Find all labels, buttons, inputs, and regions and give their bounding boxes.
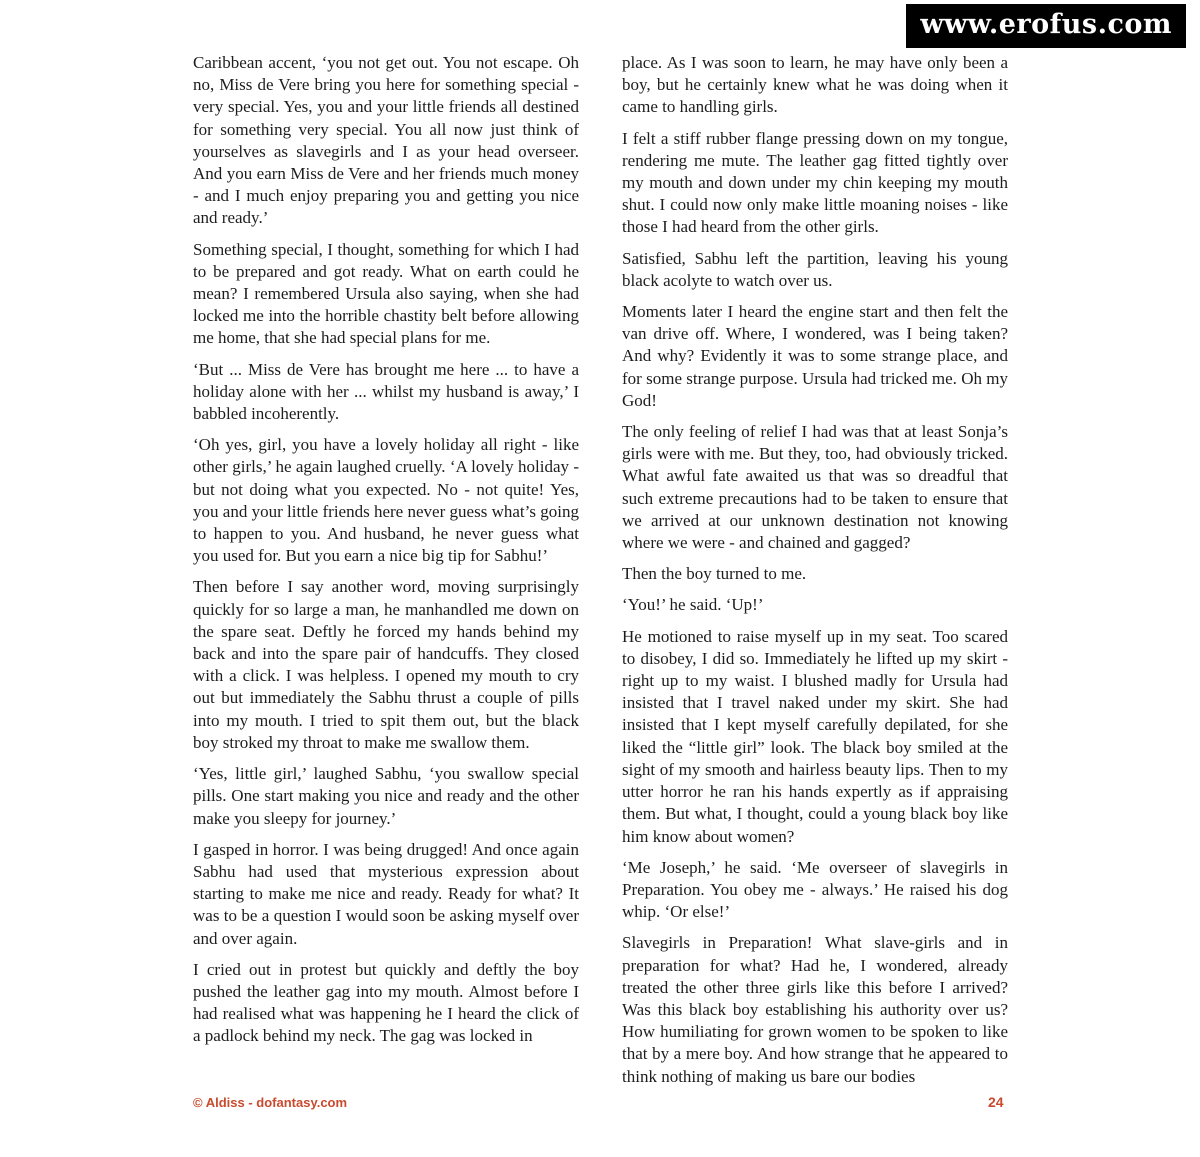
paragraph: Moments later I heard the engine start and then felt the van drive off. Where, I wondered, was I being taken? And why? Evidently it was to some strange place, and for some strange purpose. Ursula had tricked me. Oh my God! — [622, 302, 1008, 410]
site-watermark: www.erofus.com — [906, 4, 1186, 48]
paragraph: Satisfied, Sabhu left the partition, leaving his young black acolyte to watch over us. — [622, 248, 1008, 290]
paragraph: Something special, I thought, something for which I had to be prepared and got ready. What on earth could he mean? I remembered Ursula also saying, when she had locked me into the horrible chastity belt before allowing me home, that she had special plans for me. — [193, 239, 579, 348]
paragraph: Then the boy turned to me. — [622, 564, 807, 584]
paragraph: ‘You!’ he said. ‘Up!’ — [622, 595, 764, 615]
paragraph: I cried out in protest but quickly and deftly the boy pushed the leather gag into my mouth. Almost before I had realised what was happening he I heard the click of a padlock behind my neck. The gag was locked in — [193, 959, 579, 1046]
paragraph: place. As I was soon to learn, he may have only been a boy, but he certainly knew what he was doing when it came to handling girls. — [622, 53, 1008, 117]
paragraph: He motioned to raise myself up in my seat. Too scared to disobey, I did so. Immediately he lifted up my skirt - right up to my waist. I blushed madly for Ursula had insisted that I travel naked under my skirt. She had insisted that I kept myself carefully depilated, for she liked the “little girl” look. The black boy smiled at the sight of my smooth and hairless beauty lips. Then to my utter horror he ran his hands expertly as if appraising them. But what, I thought, could a young black boy like him know about women? — [622, 626, 1008, 846]
paragraph: Then before I say another word, moving surprisingly quickly for so large a man, he manhandled me down on the spare seat. Deftly he forced my hands behind my back and into the spare pair of handcuffs. They closed with a click. I was helpless. I opened my mouth to cry out but immediately the Sabhu thrust a couple of pills into my mouth. I tried to spit them out, but the black boy stroked my throat to make me swallow them. — [193, 577, 579, 752]
paragraph: Slavegirls in Preparation! What slave-girls and in preparation for what? Had he, I wondered, already treated the other three girls like this before I arrived? Was this black boy establishing his authority over us? How humiliating for grown women to be spoken to like that by a mere boy. And how strange that he appeared to think nothing of making us bare our bodies — [622, 933, 1008, 1086]
paragraph: ‘Oh yes, girl, you have a lovely holiday all right - like other girls,’ he again laughed cruelly. ‘A lovely holiday - but not doing what you expected. No - not quite! Yes, you and your little friends here never guess what’s going to happen to you. And husband, he never guess what you used for. But you earn a nice big tip for Sabhu!’ — [193, 435, 579, 566]
page-number: 24 — [988, 1094, 1004, 1110]
paragraph: ‘Yes, little girl,’ laughed Sabhu, ‘you swallow special pills. One start making you nice and ready and the other make you sleepy for journey.’ — [193, 764, 579, 828]
left-text-column — [193, 52, 579, 1048]
paragraph: ‘Me Joseph,’ he said. ‘Me overseer of slavegirls in Preparation. You obey me - always.’ He raised his dog whip. ‘Or else!’ — [622, 857, 1008, 922]
paragraph: I felt a stiff rubber flange pressing down on my tongue, rendering me mute. The leather gag fitted tightly over my mouth and down under my chin keeping my mouth shut. I could now only make little moaning noises - like those I had heard from the other girls. — [622, 128, 1008, 237]
paragraph: ‘But ... Miss de Vere has brought me here ... to have a holiday alone with her ... whilst my husband is away,’ I babbled incoherently. — [193, 359, 579, 424]
paragraph: I gasped in horror. I was being drugged! And once again Sabhu had used that mysterious expression about starting to make me nice and ready. Ready for what? It was to be a question I would soon be asking myself over and over again. — [193, 839, 579, 948]
paragraph: Caribbean accent, ‘you not get out. You not escape. Oh no, Miss de Vere bring you here for something special - very special. Yes, you and your little friends all destined for something very special. You all now just think of yourselves as slavegirls and I as your head overseer. And you earn Miss de Vere and her friends much money - and I much enjoy preparing you and getting you nice and ready.’ — [193, 53, 579, 228]
right-text-column — [622, 52, 1008, 1088]
copyright-footer: © Aldiss - dofantasy.com — [193, 1095, 348, 1110]
paragraph: The only feeling of relief I had was that at least Sonja’s girls were with me. But they, too, had obviously tricked. What awful fate awaited us that was so dreadful that such extreme precautions had to be taken to ensure that we arrived at our unknown destination not knowing where we were - and chained and gagged? — [622, 422, 1008, 553]
